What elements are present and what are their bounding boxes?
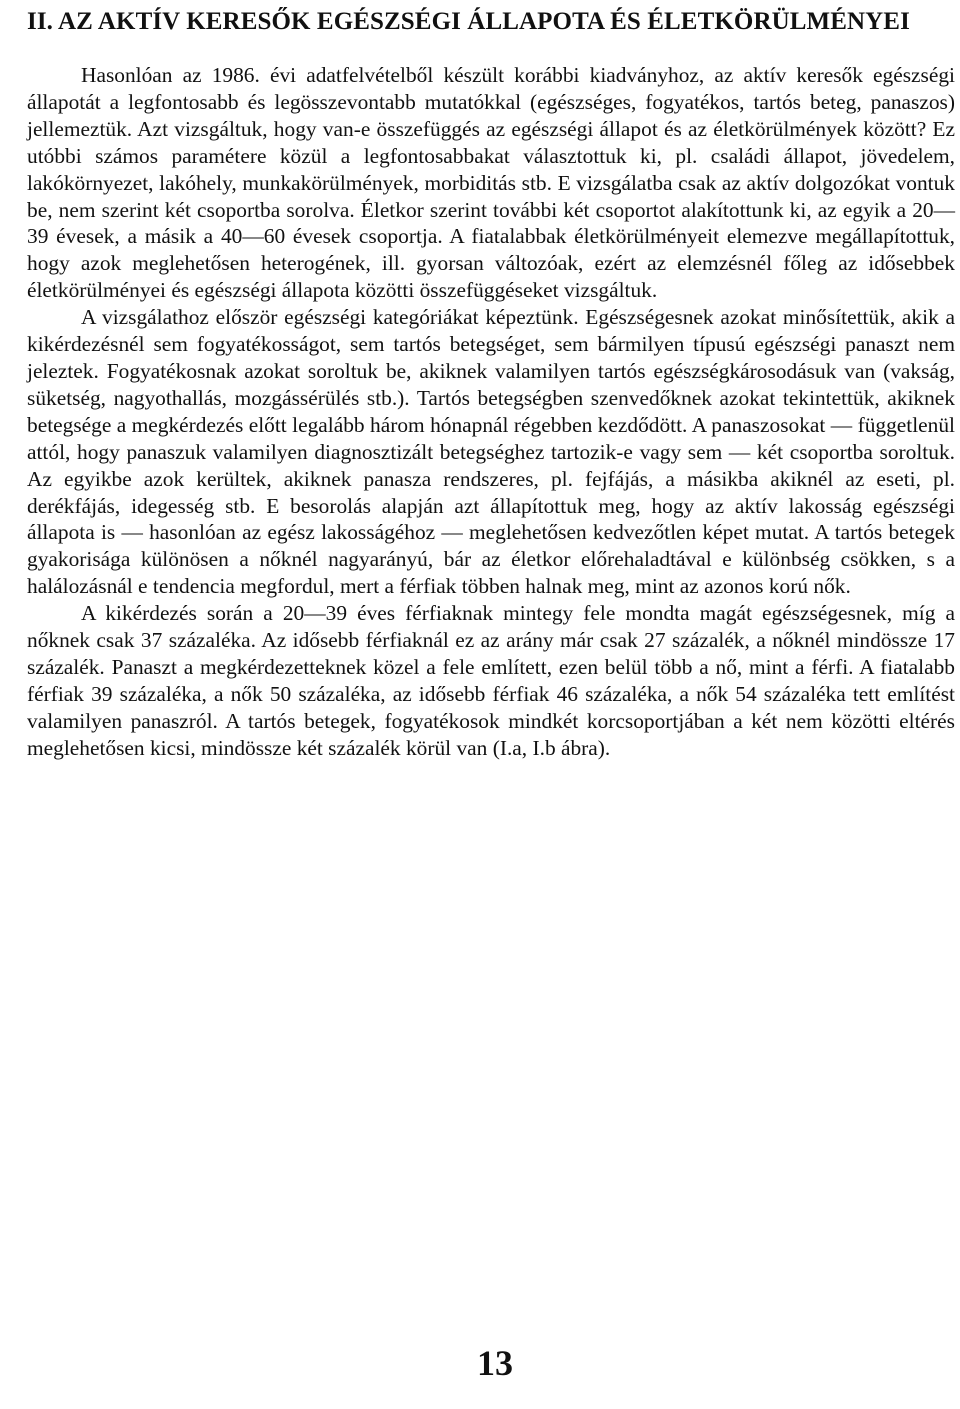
page-number: 13	[477, 1343, 513, 1383]
paragraph-survey-results: A kikérdezés során a 20—39 éves férfiaknak mintegy fele mondta magát egészségesnek, míg a nőknek csak 37 százaléka. Az idősebb férfiaknál ez az arány már csak 27 százalék, a nőknél mindössze 17 százalék. Panaszt a megkérdezetteknek közel a fele említett, ezen belül több a nő, mint a férfi. A fiatalabb férfiak 39 százaléka, a nők 50 százaléka, az idősebb férfiak 46 százaléka, a nők 54 százaléka tett említést valamilyen panaszról. A tartós betegek, fogyatékosok mindkét korcsoportjában a két nem közötti eltérés meglehetősen kicsi, mindössze két százalék körül van (I.a, I.b ábra).	[27, 601, 955, 760]
paragraph-health-categories: A vizsgálathoz először egészségi kategóriákat képeztünk. Egészségesnek azokat minősítettük, akik a kikérdezésnél sem fogyatékosságot, sem tartós betegséget, sem bármilyen típusú egészségi panaszt nem jeleztek. Fogyatékosnak azokat soroltuk be, akiknek valamilyen tartós egészségkárosodásuk van (vakság, süketség, nagyothallás, mozgássérülés stb.). Tartós betegségben szenvedőknek azokat tekintettük, akiknek betegsége a megkérdezés előtt legalább három hónapnál régebben kezdődött. A panaszosokat — függetlenül attól, hogy panaszuk valamilyen diagnosztizált betegséghez tartozik-e vagy sem — két csoportba soroltuk. Az egyikbe azok kerültek, akiknek panasza rendszeres, pl. fejfájás, a másikba akiknél az eseti, pl. derékfájás, idegesség stb. E besorolás alapján azt állapítottuk meg, hogy az aktív lakosság egészségi állapota is — hasonlóan az egész lakosságéhoz — meglehetősen kedvezőtlen képet mutat. A tartós betegek gyakorisága különösen a nőknél nagyarányú, bár az életkor előrehaladtával e különbség csökken, s a halálozásnál e tendencia megfordul, mert a férfiak többen halnak meg, mint az azonos korú nők.	[27, 305, 955, 599]
section-heading: II. AZ AKTÍV KERESŐK EGÉSZSÉGI ÁLLAPOTA ÉS ÉLETKÖRÜLMÉNYEI	[27, 8, 910, 35]
body-text	[27, 62, 955, 762]
paragraph-intro: Hasonlóan az 1986. évi adatfelvételből készült korábbi kiadványhoz, az aktív keresők egészségi állapotát a legfontosabb és legösszevontabb mutatókkal (egészséges, fogyatékos, tartós beteg, panaszos) jellemeztük. Azt vizsgáltuk, hogy van-e összefüggés az egészségi állapot és az életkörülmények között? Ez utóbbi számos paramétere közül a legfontosabbakat választottuk ki, pl. családi állapot, jövedelem, lakókörnyezet, lakóhely, munkakörülmények, morbiditás stb. E vizsgálatba csak az aktív dolgozókat vontuk be, nem szerint két csoportba sorolva. Életkor szerint további két csoportot alakítottunk ki, az egyik a 20—39 évesek, a másik a 40—60 évesek csoportja. A fiatalabbak életkörülményeit elemezve megállapítottuk, hogy azok meglehetősen heterogének, ill. gyorsan változóak, ezért az elemzésnél főleg az idősebbek életkörülményei és egészségi állapota közötti összefüggéseket vizsgáltuk.	[27, 63, 955, 303]
